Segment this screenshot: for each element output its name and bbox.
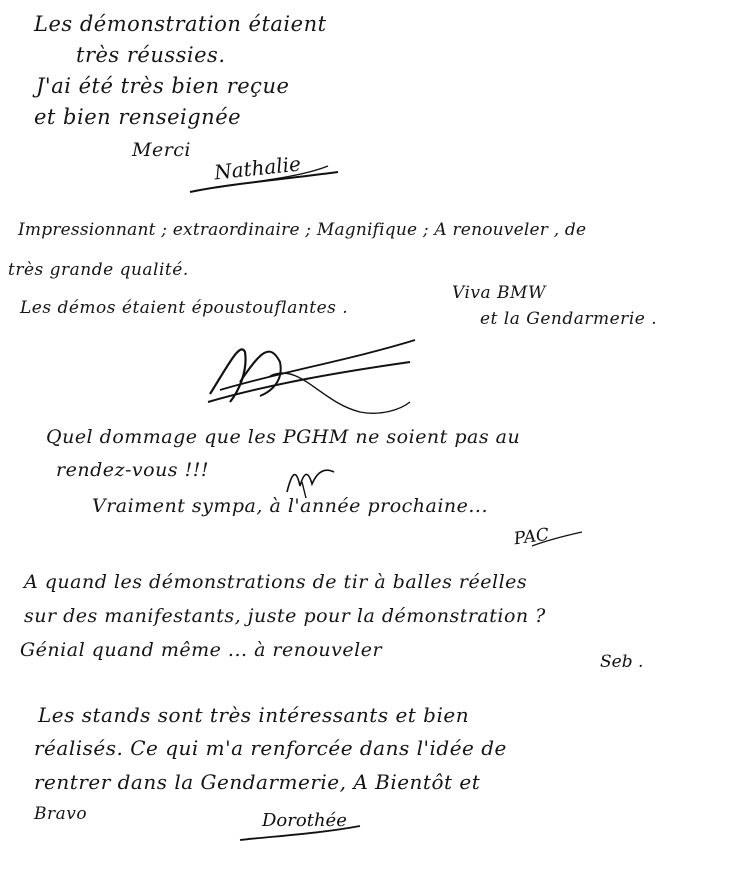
handwritten-line: et bien renseignée — [34, 105, 242, 129]
handwritten-line: rentrer dans la Gendarmerie, A Bientôt et — [34, 770, 481, 794]
signature-underline — [236, 822, 366, 846]
handwritten-line: très réussies. — [76, 43, 226, 67]
handwritten-line: Vraiment sympa, à l'année prochaine... — [92, 495, 489, 517]
handwritten-aside: Viva BMW — [452, 283, 546, 303]
handwritten-line: J'ai été très bien reçue — [36, 74, 290, 98]
handwritten-line: Les démos étaient époustouflantes . — [20, 298, 349, 318]
signature: Nathalie — [212, 151, 302, 185]
handwritten-line: réalisés. Ce qui m'a renforcée dans l'idée de — [34, 736, 507, 760]
signature: Seb . — [600, 652, 644, 672]
handwritten-line: Les démonstration étaient — [34, 12, 327, 36]
handwritten-line: Merci — [132, 139, 191, 161]
signature-underline — [528, 530, 588, 550]
handwritten-aside: et la Gendarmerie . — [480, 309, 658, 329]
handwritten-line: A quand les démonstrations de tir à balles réelles — [24, 571, 528, 593]
handwritten-line: Quel dommage que les PGHM ne soient pas au — [46, 426, 521, 448]
handwritten-line: Les stands sont très intéressants et bien — [38, 703, 470, 727]
handwritten-line: sur des manifestants, juste pour la démonstration ? — [24, 605, 546, 627]
signature-underline — [188, 158, 348, 198]
handwritten-line: Génial quand même ... à renouveler — [20, 639, 383, 661]
handwritten-line: Impressionnant ; extraordinaire ; Magnifique ; A renouveler , de — [18, 220, 587, 240]
handwritten-line: Bravo — [34, 804, 88, 824]
signature-scribble — [200, 332, 420, 422]
signature: Dorothée — [262, 810, 347, 831]
handwritten-line: très grande qualité. — [8, 260, 189, 280]
signature: PAC — [512, 524, 551, 550]
handwritten-line: rendez-vous !!! — [56, 459, 210, 481]
